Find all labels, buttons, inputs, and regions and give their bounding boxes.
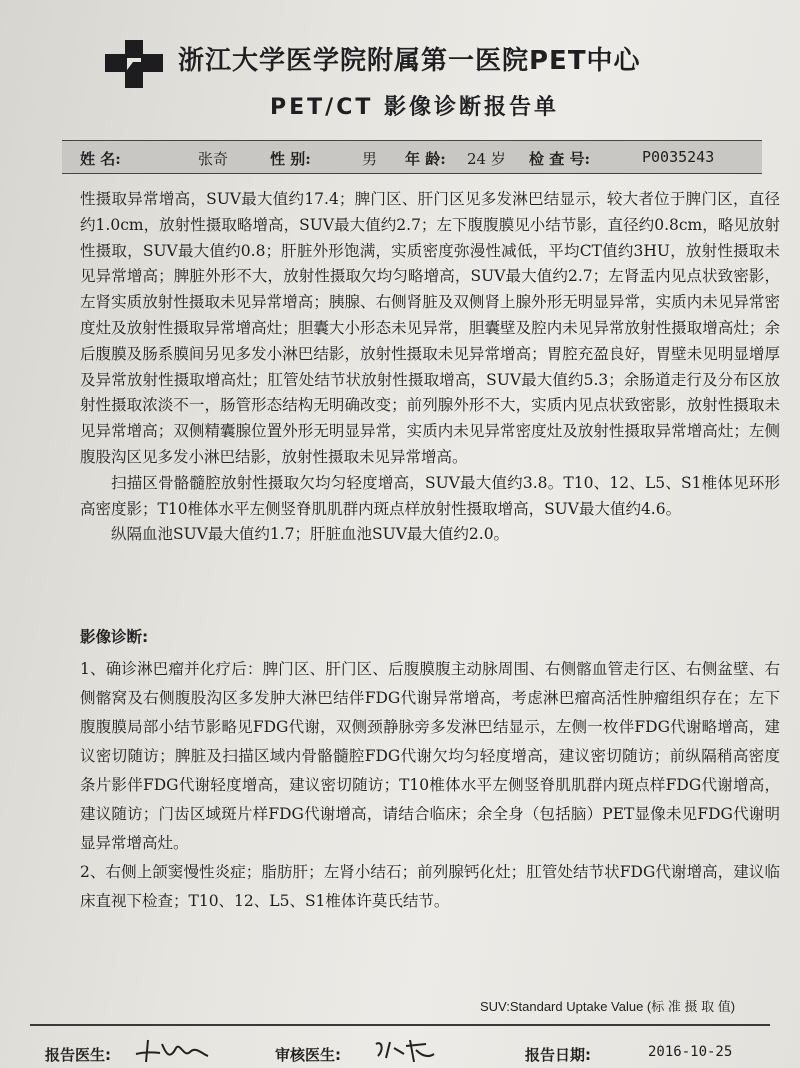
- report-date: 2016-10-25: [648, 1044, 733, 1060]
- diagnosis-text: [80, 655, 780, 916]
- patient-sex: 男: [362, 150, 378, 168]
- hospital-cross-logo-icon: [105, 40, 163, 88]
- patient-age: 24 岁: [467, 150, 506, 168]
- exam-no: P0035243: [642, 148, 715, 166]
- diagnosis-heading: 影像诊断:: [80, 628, 149, 646]
- sex-label: 性 别:: [270, 150, 311, 168]
- date-label: 报告日期:: [525, 1046, 591, 1064]
- name-label: 姓 名:: [80, 150, 121, 168]
- reviewer-label: 审核医生:: [275, 1046, 341, 1064]
- age-label: 年 龄:: [405, 150, 446, 168]
- report-footer: [0, 1038, 800, 1068]
- diagnosis-item: 2、右侧上颌窦慢性炎症；脂肪肝；左肾小结石；前列腺钙化灶；肛管处结节状FDG代谢增高，建议临床直视下检查；T10、12、L5、S1椎体许莫氏结节。: [80, 863, 780, 910]
- hospital-name: 浙江大学医学院附属第一医院PET中心: [178, 46, 641, 76]
- findings-paragraph: 扫描区骨骼髓腔放射性摄取欠均匀轻度增高，SUV最大值约3.8。T10、12、L5、S1椎体见环形高密度影；T10椎体水平左侧竖脊肌肌群内斑点样放射性摄取增高，SUV最大值约4.6。: [80, 473, 780, 518]
- reporter-label: 报告医生:: [45, 1046, 111, 1064]
- report-title: PET/CT 影像诊断报告单: [270, 95, 560, 120]
- diagnosis-item: 1、确诊淋巴瘤并化疗后：脾门区、肝门区、后腹膜腹主动脉周围、右侧髂血管走行区、右侧盆壁、右侧髂窝及右侧腹股沟区多发肿大淋巴结伴FDG代谢异常增高，考虑淋巴瘤高活性肿瘤组织存在；左下腹腹膜局部小结节影略见FDG代谢，双侧颈静脉旁多发淋巴结显示，左侧一枚伴FDG代谢略增高，建议密切随访；脾脏及扫描区域内骨骼髓腔FDG代谢欠均匀轻度增高，建议密切随访；前纵隔稍高密度条片影伴FDG代谢轻度增高，建议密切随访；T10椎体水平左侧竖脊肌肌群内斑点样FDG代谢增高，建议随访；门齿区域斑片样FDG代谢增高，请结合临床；余全身（包括脑）PET显像未见FDG代谢明显异常增高灶。: [80, 660, 780, 852]
- reporter-signature-icon: [132, 1034, 212, 1068]
- findings-text: [80, 187, 780, 548]
- patient-info-bar: [62, 140, 762, 174]
- exam-no-label: 检 查 号:: [529, 150, 590, 168]
- findings-paragraph: 性摄取异常增高，SUV最大值约17.4；脾门区、肝门区见多发淋巴结显示，较大者位于脾门区，直径约1.0cm，放射性摄取略增高，SUV最大值约2.7；左下腹腹膜见小结节影，直径约0.8cm，略见放射性摄取，SUV最大值约0.8；肝脏外形饱满，实质密度弥漫性减低，平均CT值约3HU，放射性摄取未见异常增高；脾脏外形不大，放射性摄取欠均匀略增高，SUV最大值约2.7；左肾盂内见点状致密影，左肾实质放射性摄取未见异常增高；胰腺、右侧肾脏及双侧肾上腺外形无明显异常，实质内未见异常密度灶及放射性摄取异常增高灶；胆囊大小形态未见异常，胆囊壁及腔内未见异常放射性摄取增高灶；余后腹膜及肠系膜间另见多发小淋巴结影，放射性摄取未见异常增高；胃腔充盈良好，胃壁未见明显增厚及异常放射性摄取增高灶；肛管处结节状放射性摄取增高，SUV最大值约5.3；余肠道走行及分布区放射性摄取浓淡不一，肠管形态结构无明确改变；前列腺外形不大，实质内见点状致密影，放射性摄取未见异常增高；双侧精囊腺位置外形无明显异常，实质内未见异常密度灶及放射性摄取异常增高灶；左侧腹股沟区见多发小淋巴结影，放射性摄取未见异常增高。: [80, 190, 780, 466]
- reviewer-signature-icon: [370, 1034, 440, 1068]
- patient-name: 张奇: [198, 150, 229, 168]
- footer-divider: [30, 1024, 770, 1026]
- findings-paragraph: 纵隔血池SUV最大值约1.7；肝脏血池SUV最大值约2.0。: [111, 525, 510, 544]
- suv-footnote: SUV:Standard Uptake Value (标 准 摄 取 值): [480, 999, 736, 1014]
